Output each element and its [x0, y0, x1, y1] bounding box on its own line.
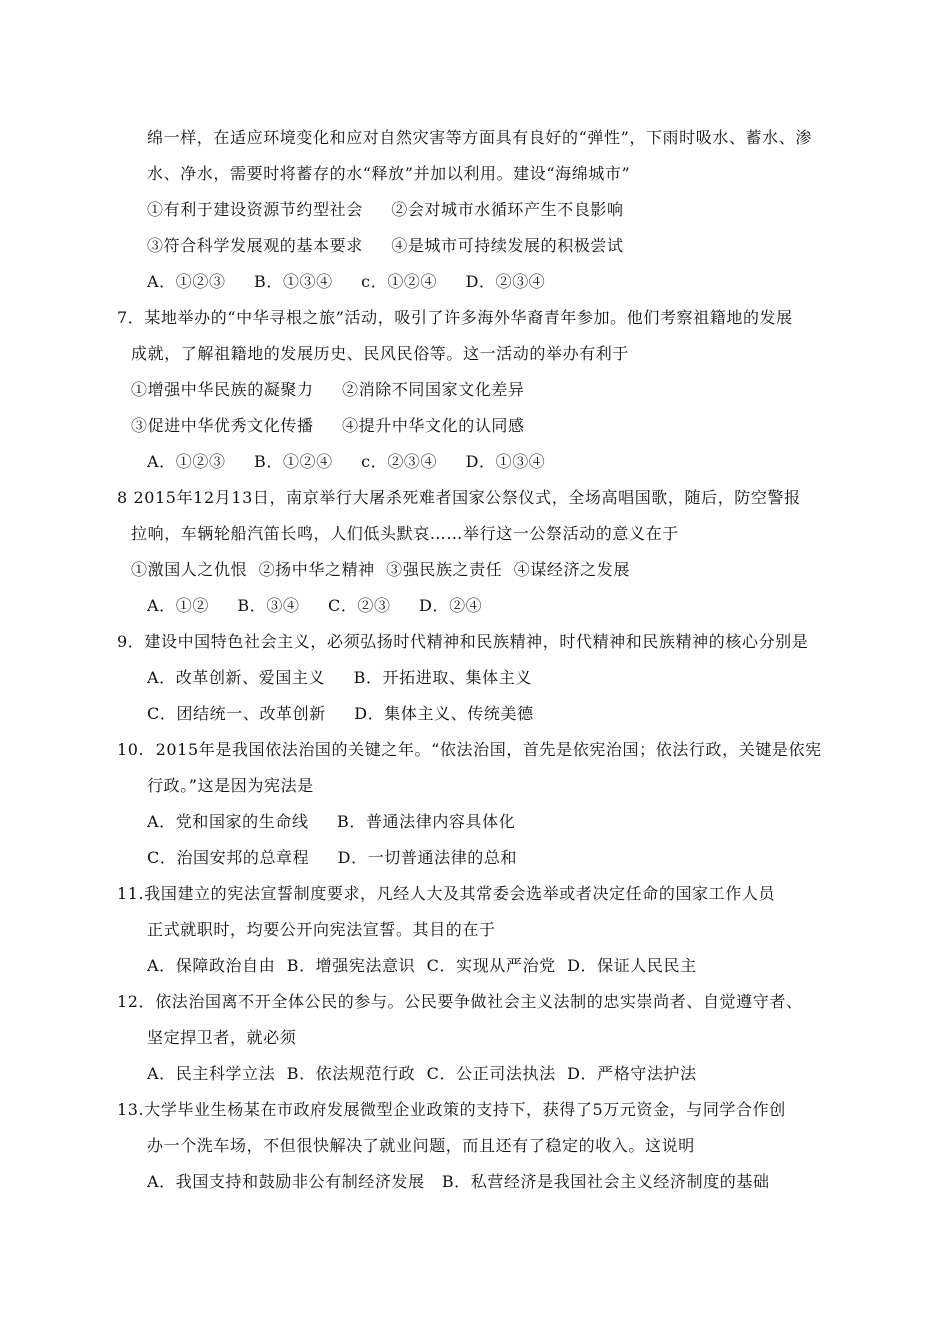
q12-stem-line-2: 坚定捍卫者，就必须: [147, 1028, 297, 1047]
q8-stem-line-1: 8 2015年12月13日，南京举行大屠杀死难者国家公祭仪式，全场高唱国歌，随后，防空警报: [117, 488, 801, 507]
q11-choices: A．保障政治自由 B．增强宪法意识 C．实现从严治党 D．保证人民民主: [147, 956, 697, 975]
q10-stem-line-1: 10. 2015年是我国依法治国的关键之年。“依法治国，首先是依宪治国；依法行政，关键是依宪: [117, 740, 822, 759]
q6-stem-line-2: 水、净水，需要时将蓄存的水“释放”并加以利用。建设“海绵城市”: [147, 164, 631, 183]
q9-choices-c-d: C．团结统一、改革创新 D．集体主义、传统美德: [147, 704, 534, 723]
q12-choices: A．民主科学立法 B．依法规范行政 C．公正司法执法 D．严格守法护法: [147, 1064, 697, 1083]
q12-stem-line-1: 12．依法治国离不开全体公民的参与。公民要争做社会主义法制的忠实崇尚者、自觉遵守者、: [117, 992, 803, 1011]
q7-stem-line-1: 7．某地举办的“中华寻根之旅”活动，吸引了许多海外华裔青年参加。他们考察祖籍地的发展: [117, 308, 793, 327]
q9-stem: 9．建设中国特色社会主义，必须弘扬时代精神和民族精神，时代精神和民族精神的核心分别是: [117, 632, 809, 651]
q7-choices: A．①②③ B．①②④ c．②③④ D．①③④: [147, 452, 546, 471]
q9-choices-a-b: A．改革创新、爱国主义 B．开拓进取、集体主义: [147, 668, 532, 687]
q11-stem-line-1: 11.我国建立的宪法宣誓制度要求，凡经人大及其常委会选举或者决定任命的国家工作人员: [117, 884, 776, 903]
q10-choices-a-b: A．党和国家的生命线 B．普通法律内容具体化: [147, 812, 516, 831]
q10-choices-c-d: C．治国安邦的总章程 D．一切普通法律的总和: [147, 848, 518, 867]
q13-stem-line-1: 13.大学毕业生杨某在市政府发展微型企业政策的支持下，获得了5万元资金，与同学合作创: [117, 1100, 786, 1119]
q6-choices: A．①②③ B．①③④ c．①②④ D．②③④: [147, 272, 546, 291]
q7-options-1-2: ①增强中华民族的凝聚力 ②消除不同国家文化差异: [131, 380, 525, 399]
q7-options-3-4: ③促进中华优秀文化传播 ④提升中华文化的认同感: [131, 416, 525, 435]
q7-stem-line-2: 成就，了解祖籍地的发展历史、民风民俗等。这一活动的举办有利于: [131, 344, 630, 363]
q6-options-1-2: ①有利于建设资源节约型社会 ②会对城市水循环产生不良影响: [147, 200, 624, 219]
q8-options: ①激国人之仇恨 ②扬中华之精神 ③强民族之责任 ④谋经济之发展: [131, 560, 630, 579]
q13-stem-line-2: 办一个洗车场，不但很快解决了就业问题，而且还有了稳定的收入。这说明: [147, 1136, 695, 1155]
q11-stem-line-2: 正式就职时，均要公开向宪法宣誓。其目的在于: [147, 920, 496, 939]
q6-options-3-4: ③符合科学发展观的基本要求 ④是城市可持续发展的积极尝试: [147, 236, 624, 255]
q10-stem-line-2: 行政。”这是因为宪法是: [147, 776, 314, 795]
q6-stem-line-1: 绵一样，在适应环境变化和应对自然灾害等方面具有良好的“弹性”，下雨时吸水、蓄水、渗: [147, 128, 812, 147]
q13-choices-a-b: A．我国支持和鼓励非公有制经济发展 B．私营经济是我国社会主义经济制度的基础: [147, 1172, 770, 1191]
q8-choices: A．①② B．③④ C．②③ D．②④: [147, 596, 483, 615]
q8-stem-line-2: 拉响，车辆轮船汽笛长鸣，人们低头默哀……举行这一公祭活动的意义在于: [131, 524, 679, 543]
